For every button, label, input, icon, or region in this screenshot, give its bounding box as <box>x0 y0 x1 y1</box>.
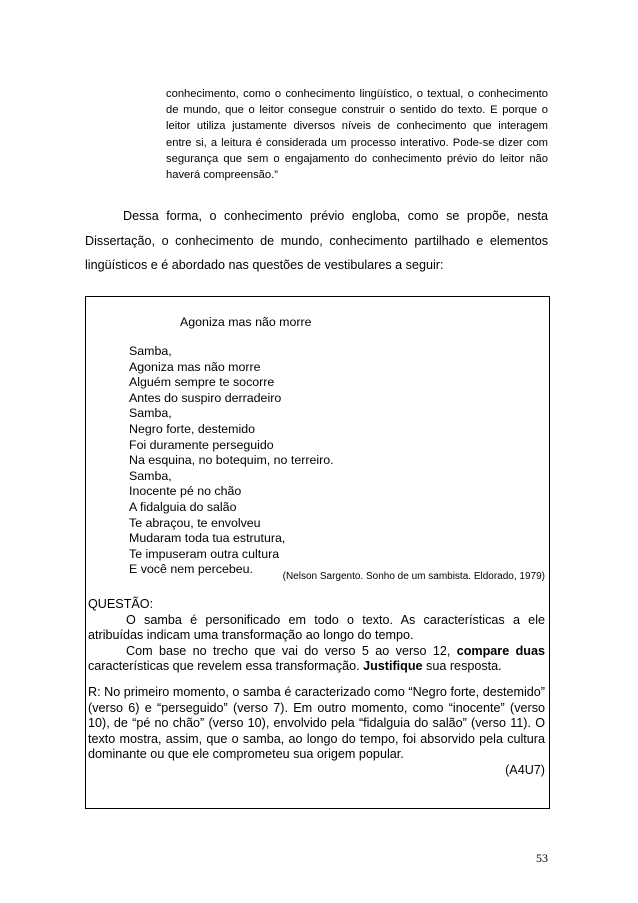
question-text: O samba é personificado em todo o texto. As características a ele atribuídas indicam uma transformação ao longo do tempo. <box>88 612 545 643</box>
body-paragraph <box>85 204 548 278</box>
question-section <box>88 597 545 675</box>
poem-line: Te impuseram outra cultura <box>129 546 280 561</box>
answer-code: (A4U7) <box>505 762 545 777</box>
poem-line: Antes do suspiro derradeiro <box>129 390 282 405</box>
instruction-text: sua resposta. <box>422 659 502 674</box>
question-instruction <box>88 644 545 675</box>
poem-line: A fidalguia do salão <box>129 499 237 514</box>
poem-line: Alguém sempre te socorre <box>129 375 275 390</box>
poem-line: E você nem percebeu. <box>129 562 253 577</box>
instruction-emphasis-justify: Justifique <box>363 659 423 674</box>
quote-text: conhecimento, como o conhecimento lingüístico, o textual, o conhecimento de mundo, que o leitor consegue construir o sentido do texto. E porque o leitor utiliza justamente diversos níveis de conhecimento que interagem entre si, a leitura é considerada um processo interativo. Pode-se dizer com segurança que sem o engajamento do conhecimento prévio do leitor não haverá compreensão.” <box>166 88 548 182</box>
poem-line: Te abraçou, te envolveu <box>129 515 261 530</box>
poem-line: Mudaram toda tua estrutura, <box>129 531 286 546</box>
poem-line: Samba, <box>129 406 172 421</box>
page-number: 53 <box>536 851 548 865</box>
poem-title: Agoniza mas não morre <box>180 315 312 329</box>
poem-line: Agoniza mas não morre <box>129 359 261 374</box>
question-label: QUESTÃO: <box>88 597 154 611</box>
answer-text: R: No primeiro momento, o samba é caracterizado como “Negro forte, destemido” (verso 6) e “perseguido” (verso 7). Em outro momento, como “inocente” (verso 10), de “pé no chão” (verso 10), envolvido pela “fidalguia do salão” (verso 11). O texto mostra, assim, que o samba, ao longo do tempo, foi absorvido pela cultura dominante ou que ele comprometeu sua origem popular. <box>88 685 545 762</box>
poem-line: Foi duramente perseguido <box>129 437 274 452</box>
instruction-text: características que revelem essa transformação. <box>88 659 364 674</box>
poem-line: Na esquina, no botequim, no terreiro. <box>129 453 334 468</box>
exam-question-box <box>85 296 550 809</box>
poem <box>129 344 334 578</box>
block-quote <box>166 86 548 183</box>
paragraph-text: Dessa forma, o conhecimento prévio engloba, como se propõe, nesta Dissertação, o conhecimento de mundo, conhecimento partilhado e elementos lingüísticos e é abordado nas questões de vestibulares a seguir: <box>85 209 548 272</box>
instruction-emphasis-compare: compare duas <box>456 643 545 658</box>
poem-line: Inocente pé no chão <box>129 484 242 499</box>
instruction-text: Com base no trecho que vai do verso 5 ao verso 12, <box>126 643 457 658</box>
poem-line: Negro forte, destemido <box>129 421 256 436</box>
answer-section <box>88 685 545 779</box>
poem-line: Samba, <box>129 344 172 358</box>
poem-citation: (Nelson Sargento. Sonho de um sambista. Eldorado, 1979) <box>282 571 545 582</box>
poem-line: Samba, <box>129 468 172 483</box>
